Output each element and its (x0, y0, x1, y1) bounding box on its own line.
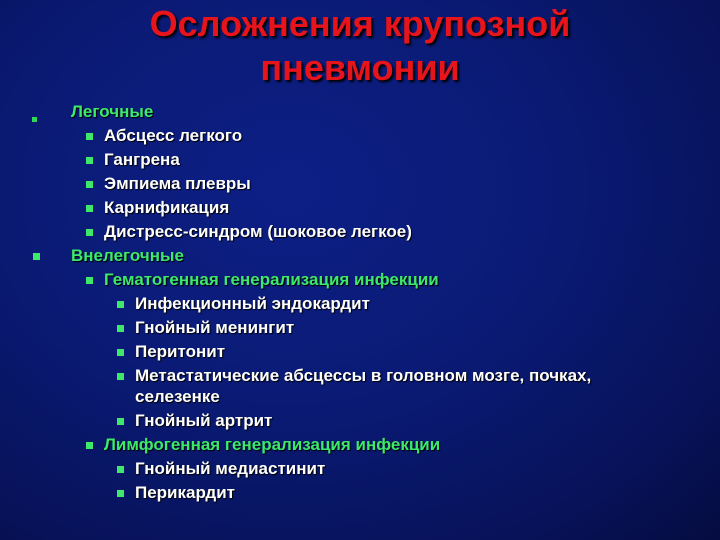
title-line-2: пневмонии (260, 47, 460, 88)
list-item-continuation: селезенке (135, 387, 220, 406)
bullet-icon (117, 466, 124, 473)
list-item: Абсцесс легкого (104, 126, 243, 145)
list-item: Гнойный артрит (135, 411, 273, 430)
bullet-icon (86, 442, 93, 449)
bullet-icon (117, 418, 124, 425)
bullet-icon (86, 157, 93, 164)
bullet-icon (117, 349, 124, 356)
bullet-icon (86, 205, 93, 212)
bullet-icon (32, 117, 37, 122)
list-item: Гнойный медиастинит (135, 459, 326, 478)
list-item: Эмпиема плевры (104, 174, 251, 193)
bullet-icon (86, 181, 93, 188)
subsection-heading-lymphogenous: Лимфогенная генерализация инфекции (104, 435, 441, 454)
list-item: Метастатические абсцессы в головном мозге, почках, (135, 366, 592, 385)
bullet-icon (86, 133, 93, 140)
list-item: Гнойный менингит (135, 318, 295, 337)
bullet-icon (117, 490, 124, 497)
slide-title (60, 2, 660, 90)
bullet-icon (117, 325, 124, 332)
list-item: Инфекционный эндокардит (135, 294, 370, 313)
bullet-icon (117, 373, 124, 380)
list-item: Карнификация (104, 198, 230, 217)
list-item: Перитонит (135, 342, 226, 361)
bullet-icon (86, 229, 93, 236)
bullet-icon (33, 253, 40, 260)
bullet-icon (86, 277, 93, 284)
list-item: Перикардит (135, 483, 235, 502)
section-heading-pulmonary: Легочные (71, 102, 154, 121)
list-item: Гангрена (104, 150, 180, 169)
section-heading-extrapulmonary: Внелегочные (71, 246, 184, 265)
title-line-1: Осложнения крупозной (149, 3, 571, 44)
bullet-icon (117, 301, 124, 308)
subsection-heading-hematogenous: Гематогенная генерализация инфекции (104, 270, 439, 289)
list-item: Дистресс-синдром (шоковое легкое) (104, 222, 412, 241)
